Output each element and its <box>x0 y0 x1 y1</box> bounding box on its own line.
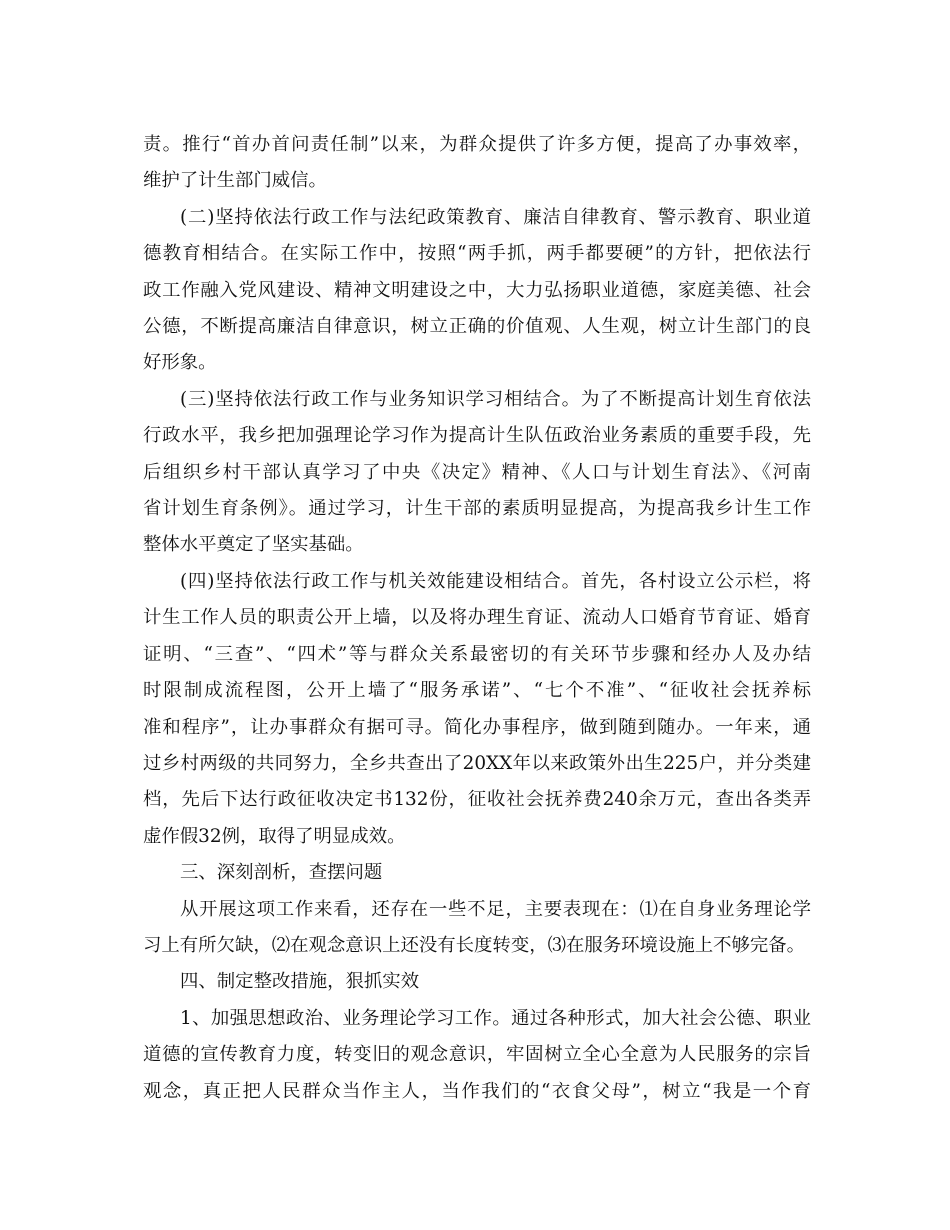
text-line: 好形象。 <box>143 352 217 374</box>
text-line: 整体水平奠定了坚实基础。 <box>143 534 364 556</box>
text-line: 维护了计生部门威信。 <box>143 170 327 192</box>
text-line: 四、制定整改措施，狠抓实效 <box>180 971 420 993</box>
text-line: 计生工作人员的职责公开上墙，以及将办理生育证、流动人口婚育节育证、婚育 <box>143 607 811 629</box>
text-line: 责。推行“首办首问责任制”以来，为群众提供了许多方便，提高了办事效率， <box>143 134 811 155</box>
text-line: 省计划生育条例》。通过学习，计生干部的素质明显提高，为提高我乡计生工作 <box>143 498 811 520</box>
text-line: 证明、“三查”、“四术”等与群众关系最密切的有关环节步骤和经办人及办结 <box>143 643 811 665</box>
text-line: 时限制成流程图，公开上墙了“服务承诺”、“七个不准”、“征收社会抚养标 <box>143 680 811 702</box>
text-line: 1、加强思想政治、业务理论学习工作。通过各种形式，加大社会公德、职业 <box>180 1007 811 1029</box>
text-line: 准和程序”，让办事群众有据可寻。简化办事程序，做到随到随办。一年来，通 <box>143 716 811 738</box>
paragraph-p5 <box>143 855 811 891</box>
document-body <box>143 127 811 1110</box>
text-line: 行政水平，我乡把加强理论学习作为提高计生队伍政治业务素质的重要手段，先 <box>143 425 811 447</box>
text-line: 德教育相结合。在实际工作中，按照“两手抓，两手都要硬”的方针，把依法行 <box>143 243 811 265</box>
text-line: 后组织乡村干部认真学习了中央《决定》精神、《人口与计划生育法》、《河南 <box>143 461 811 483</box>
text-line: 档，先后下达行政征收决定书132份，征收社会抚养费240余万元，查出各类弄 <box>143 789 811 811</box>
text-line: 从开展这项工作来看，还存在一些不足，主要表现在：⑴在自身业务理论学 <box>180 898 811 920</box>
text-line: 政工作融入党风建设、精神文明建设之中，大力弘扬职业道德，家庭美德、社会 <box>143 279 811 301</box>
paragraph-p2 <box>143 200 811 382</box>
paragraph-p4 <box>143 564 811 855</box>
text-line: 道德的宣传教育力度，转变旧的观念意识，牢固树立全心全意为人民服务的宗旨 <box>143 1044 811 1066</box>
text-line: 虚作假32例，取得了明显成效。 <box>143 825 406 847</box>
text-line: (三)坚持依法行政工作与业务知识学习相结合。为了不断提高计划生育依法 <box>180 388 811 410</box>
text-line: 过乡村两级的共同努力，全乡共查出了20XX年以来政策外出生225户，并分类建 <box>143 752 811 774</box>
text-line: 观念，真正把人民群众当作主人，当作我们的“衣食父母”，树立“我是一个育 <box>143 1080 811 1102</box>
text-line: (四)坚持依法行政工作与机关效能建设相结合。首先，各村设立公示栏，将 <box>180 570 811 592</box>
paragraph-p7 <box>143 964 811 1000</box>
paragraph-p1 <box>143 127 811 200</box>
text-line: 公德，不断提高廉洁自律意识，树立正确的价值观、人生观，树立计生部门的良 <box>143 316 811 338</box>
paragraph-p6 <box>143 892 811 965</box>
text-line: (二)坚持依法行政工作与法纪政策教育、廉洁自律教育、警示教育、职业道 <box>180 206 811 228</box>
paragraph-p8 <box>143 1001 811 1110</box>
text-line: 习上有所欠缺，⑵在观念意识上还没有长度转变，⑶在服务环境设施上不够完备。 <box>143 934 806 956</box>
text-line: 三、深刻剖析，查摆问题 <box>180 862 383 884</box>
paragraph-p3 <box>143 382 811 564</box>
